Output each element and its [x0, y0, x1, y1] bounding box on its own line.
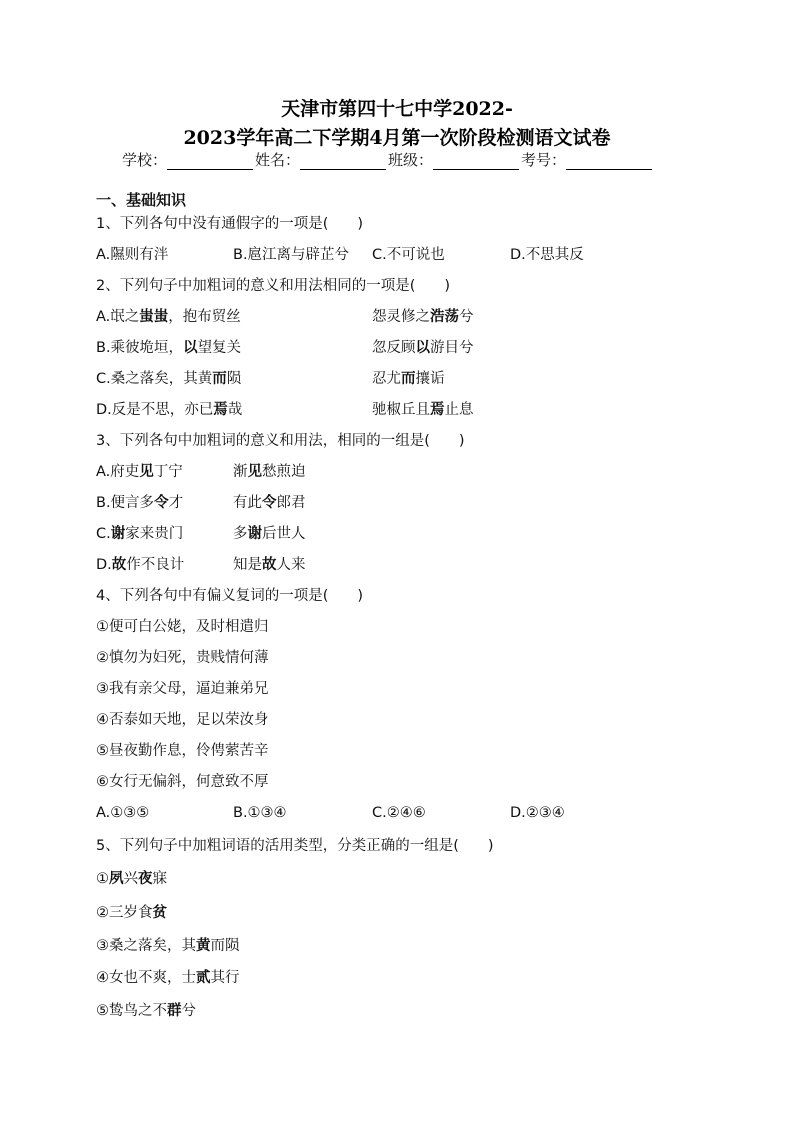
q2-option-b-pair: 忽反顾以游目兮 — [372, 340, 474, 356]
q1-option-a: A.隰则有泮 — [96, 247, 169, 263]
q2-option-b: B.乘彼垝垣，以望复关 — [96, 340, 242, 356]
q5-stem: 5、下列句子中加粗词语的活用类型，分类正确的一组是( ) — [96, 838, 494, 854]
q2-stem: 2、下列句子中加粗词的意义和用法相同的一项是( ) — [96, 278, 451, 294]
q3-stem: 3、下列各句中加粗词的意义和用法，相同的一组是( ) — [96, 433, 465, 449]
q5-item-4: ④女也不爽，士贰其行 — [96, 970, 240, 986]
q3-option-d: D.故作不良计 — [96, 557, 185, 573]
q4-item-4: ④否泰如天地，足以荣汝身 — [96, 712, 269, 728]
q2-option-c: C.桑之落矣，其黄而陨 — [96, 371, 242, 387]
q5-item-2: ②三岁食贫 — [96, 905, 167, 921]
section-heading: 一、基础知识 — [96, 191, 187, 209]
q2-option-d-pair: 驰椒丘且焉止息 — [372, 402, 474, 418]
q4-stem: 4、下列各句中有偏义复词的一项是( ) — [96, 588, 364, 604]
q3-option-c-pair: 多谢后世人 — [233, 526, 306, 542]
exam-number-field[interactable] — [566, 153, 652, 170]
q4-option-d: D.②③④ — [510, 805, 565, 821]
q3-option-c: C.谢家来贵门 — [96, 526, 184, 542]
q3-option-a-pair: 渐见愁煎迫 — [233, 464, 306, 480]
page-title-line1: 天津市第四十七中学2022- — [281, 98, 513, 120]
q4-option-a: A.①③⑤ — [96, 805, 150, 821]
q4-item-2: ②慎勿为妇死，贵贱情何薄 — [96, 650, 269, 666]
q1-option-b: B.扈江离与辟芷兮 — [233, 247, 350, 263]
q1-stem: 1、下列各句中没有通假字的一项是( ) — [96, 216, 364, 232]
q1-option-c: C.不可说也 — [372, 247, 445, 263]
name-label: 姓名： — [255, 151, 301, 169]
class-label: 班级： — [388, 151, 434, 169]
q4-item-5: ⑤昼夜勤作息，伶俜萦苦辛 — [96, 743, 269, 759]
q4-option-b: B.①③④ — [233, 805, 287, 821]
q4-item-6: ⑥女行无偏斜，何意致不厚 — [96, 774, 269, 790]
class-field[interactable] — [433, 153, 519, 170]
q3-option-d-pair: 知是故人来 — [233, 557, 306, 573]
exam-number-label: 考号： — [521, 151, 567, 169]
q2-option-d: D.反是不思，亦已焉哉 — [96, 402, 243, 418]
page-title-line2: 2023学年高二下学期4月第一次阶段检测语文试卷 — [183, 127, 611, 149]
q5-item-3: ③桑之落矣，其黄而陨 — [96, 938, 240, 954]
q3-option-b-pair: 有此令郎君 — [233, 495, 306, 511]
name-field[interactable] — [300, 153, 386, 170]
q3-option-a: A.府吏见丁宁 — [96, 464, 183, 480]
school-field[interactable] — [167, 153, 253, 170]
q2-option-a-pair: 怨灵修之浩荡兮 — [372, 309, 474, 325]
student-info-row — [122, 150, 654, 170]
q4-item-3: ③我有亲父母，逼迫兼弟兄 — [96, 681, 269, 697]
q4-option-c: C.②④⑥ — [372, 805, 426, 821]
q5-item-1: ①夙兴夜寐 — [96, 871, 167, 887]
q2-option-a: A.氓之蚩蚩，抱布贸丝 — [96, 309, 241, 325]
q1-option-d: D.不思其反 — [510, 247, 584, 263]
q4-item-1: ①便可白公姥，及时相遣归 — [96, 619, 269, 635]
q5-item-5: ⑤鸷鸟之不群兮 — [96, 1003, 196, 1019]
q2-option-c-pair: 忍尤而攘诟 — [372, 371, 445, 387]
school-label: 学校： — [122, 151, 168, 169]
q3-option-b: B.便言多令才 — [96, 495, 184, 511]
